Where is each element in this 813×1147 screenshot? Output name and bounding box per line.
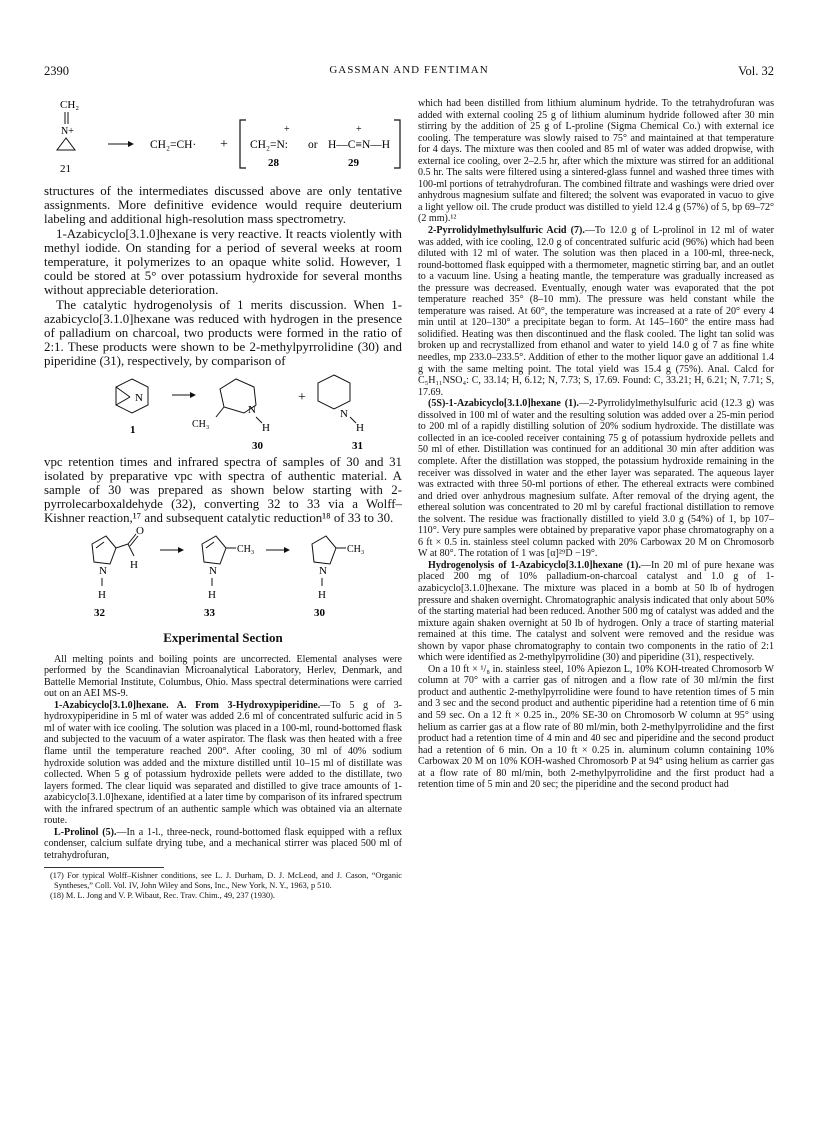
svg-text:N: N <box>248 403 256 416</box>
compound-30b-label: 30 <box>314 606 325 618</box>
para-intermediates: structures of the intermediates discussed above are only tentative assignments. More definitive evidence would require deuterium labeling and additional high-resolution mass spectrometry. <box>44 184 402 227</box>
svg-text:+: + <box>298 389 306 405</box>
para-reactivity: 1-Azabicyclo[3.1.0]hexane is very reactive. It reacts violently with methyl iodide. On standing for a period of several weeks at room temperature, it polymerizes to an opaque white solid. However, 1 could be stored at 5° over potassium hydroxide for several months without appreciable deterioration. <box>44 226 402 298</box>
compound-31-label: 31 <box>352 439 363 451</box>
svg-text:H: H <box>130 558 138 571</box>
compound-28-label: 28 <box>268 157 279 169</box>
experimental-heading: Experimental Section <box>163 629 283 645</box>
or-text: or <box>308 139 318 151</box>
piperidine-ring <box>318 375 350 409</box>
svg-text:H: H <box>356 421 364 434</box>
plus-sign: + <box>220 137 228 152</box>
svg-text:CH₃: CH₃ <box>347 543 365 555</box>
svg-text:O: O <box>136 525 144 537</box>
left-column <box>44 96 402 901</box>
svg-text:H: H <box>98 588 106 601</box>
svg-text:H: H <box>318 588 326 601</box>
prep-prolinol-start: L-Prolinol (5).—In a 1-l., three-neck, round-bottomed flask equipped with a reflux condenser, calcium sulfate drying tube, and a mechanical stirrer was placed 500 ml of tetrahydrofuran, <box>44 826 402 861</box>
right-bracket <box>394 120 400 168</box>
svg-text:N: N <box>340 407 348 420</box>
compound-33-label: 33 <box>204 606 215 618</box>
prep-hydrogenolysis: Hydrogenolysis of 1-Azabicyclo[3.1.0]hexane (1).—In 20 ml of pure hexane was placed 200 mg of 10% palladium-on-charcoal catalyst and 1.0 g of 1-azabicyclo[3.1.0]hexane. The mixture was placed in a bomb at 50 lb of hydrogen pressure and shaken overnight. Chromatographic analysis indicated that only about 50% of the starting material had been reduced. Another 500 mg of catalyst was added and the mixture again shaken overnight at 50 lb of hydrogen. Only a trace of starting material remained at this time. The catalyst and solvent were removed and the residue was shown by vapor phase chromatography to contain two components in the ratio of 2:1 which were identified as 2-methylpyrrolidine (30) and piperidine (31), respectively. <box>418 559 775 664</box>
bicyclic-ring-1 <box>116 379 148 413</box>
footnote-rule <box>44 867 164 868</box>
svg-text:N: N <box>319 564 327 577</box>
scheme-hydrogenolysis <box>44 369 402 451</box>
pyrrole-ring-33 <box>202 536 226 564</box>
para-vpc: vpc retention times and infrared spectra of samples of 30 and 31 isolated by preparative vpc with spectra of authentic material. A sample of 30 was prepared as shown below starting with 2-pyrrolecarboxaldehyde (32), converting 32 to 33 via a Wolff–Kishner reaction,¹⁷ and subsequent catalytic reduction¹⁸ of 33 to 30. <box>44 454 402 526</box>
prep-heading: (5S)-1-Azabicyclo[3.1.0]hexane (1). <box>428 398 579 410</box>
exp-intro: All melting points and boiling points are uncorrected. Elemental analyses were performed by the Scandinavian Microanalytical Laboratory, Herlev, Denmark, and Battelle Memorial Institute, Columbus, Ohio. Mass spectral determinations were carried out on an AEI MS-9. <box>44 653 402 700</box>
pyrrole-ring-32 <box>92 536 116 564</box>
scheme-pyrrole-route <box>44 526 402 618</box>
methyl-label: CH₃ <box>192 418 210 430</box>
compound-30-label: 30 <box>252 439 263 451</box>
footnote-17: (17) For typical Wolff–Kishner conditions, see L. J. Durham, D. J. McLeod, and J. Cason, “Organic Syntheses,” Coll. Vol. IV, John Wiley and Sons, Inc., New York, N. Y., 1963, p 510. <box>50 870 402 890</box>
nitrilium-fragment: H—C≡N—H <box>328 139 391 151</box>
footnote-18: (18) M. L. Jong and V. P. Wibaut, Rec. Trav. Chim., 49, 237 (1930). <box>50 890 275 900</box>
prep-heading: L-Prolinol (5). <box>54 826 117 838</box>
svg-text:N: N <box>99 564 107 577</box>
n-plus-label: N+ <box>61 126 74 137</box>
prep-5s-azabicyclohexane: (5S)-1-Azabicyclo[3.1.0]hexane (1).—2-Pyrrolidylmethylsulfuric acid (12.3 g) was dissolved in 100 ml of water and the resulting solution was added over a 25-min period to 200 ml of a rapidly distilling solution of 20% sodium hydroxide. The distillate was collected in an ice-cooled receiver containing 75 g of potassium hydroxide pellets and 50 ml of ether. Distillation was continued for an additional 30 min after addition was complete. After the distillation was stopped, the potassium hydroxide remaining in the receiver was dissolved in water and the ether layer was separated. The aqueous layer was extracted with three 50-ml portions of ether. The ethereal extracts were combined and dried over anhydrous magnesium sulfate. After removal of the drying agent, the ethereal solution was concentrated to 20 ml by careful fractional distillation to remove the solvent. The residue was fractionally distilled to yield 3.0 g (54%) of 1, bp 107–110°. Very pure samples were obtained by preparative vapor phase chromatography on a 6 ft × 0.5 in. stainless steel column packed with 20% Carbowax 20 M on Chromosorb W at 80°. The rotation of 1 was [α]²⁹D −19°. <box>418 398 774 560</box>
compound-32-label: 32 <box>94 606 105 618</box>
svg-text:N: N <box>209 564 217 577</box>
ch2-label: CH₂ <box>60 99 80 111</box>
svg-text:H: H <box>208 588 216 601</box>
para-hydrogenolysis: The catalytic hydrogenolysis of 1 merits discussion. When 1-azabicyclo[3.1.0]hexane was reduced with hydrogen in the presence of palladium on charcoal, two products were formed in the ratio of 2:1. These products were shown to be 2-methylpyrrolidine (30) and piperidine (31), respectively, by comparison of <box>44 297 402 369</box>
svg-text:+: + <box>356 124 362 135</box>
pyrrolidine-ring-30 <box>312 536 336 564</box>
prep-heading: 1-Azabicyclo[3.1.0]hexane. A. From 3-Hydroxypiperidine. <box>54 699 321 711</box>
right-column <box>418 98 774 791</box>
running-head: GASSMAN AND FENTIMAN <box>329 64 489 76</box>
compound-1-label: 1 <box>130 423 136 436</box>
svg-text:+: + <box>284 124 290 135</box>
prolinol-continued: which had been distilled from lithium aluminum hydride. To the tetrahydrofuran was added with external cooling 25 g of lithium aluminum hydride followed after 30 min stirring by the addition of 25 g of L-proline (Sigma Chemical Co.) with external ice cooling. The temperature was slowly raised to 75° and maintained at that temperature for 4 days. The mixture was then cooled and 85 ml of water was added dropwise, with external ice cooling, over 2–2.5 hr, after which the mixture was stirred for an additional 0.5 hr. The salts were filtered using a sintered-glass funnel and washed three times with 100-ml portions of tetrahydrofuran. The combined filtrate and washings were dried over anhydrous magnesium sulfate and filtered; the solvent was evaporated in vacuo to give a light yellow oil. The crude product was distilled to yield 12.4 g (57%) of 5, bp 69–72° (2 mm).¹² <box>418 98 774 225</box>
prep-heading: 2-Pyrrolidylmethylsulfuric Acid (7). <box>428 225 585 237</box>
vinyl-fragment: CH₂=CH· <box>150 139 197 151</box>
page-header <box>44 64 774 84</box>
prep-sulfuric-acid: 2-Pyrrolidylmethylsulfuric Acid (7).—To 12.0 g of L-prolinol in 12 ml of water was added, with ice cooling, 12.0 g of concentrated sulfuric acid (96%) which had been diluted with 12 ml of water. The solution was then placed in a 100-ml, three-neck, round-bottomed flask equipped with a thermometer, magnetic stirring bar, and an outlet to a vacuum line. Using a heating mantle, the temperature was gradually increased as the pressure was decreased. Eventually, enough water was evaporated that the pot temperature reached 35° (8–10 mm). The pressure was held constant while the temperature was raised. At 60°, the temperature was increased at a rate of 20° every 4 min until at 120–130° a precipitate began to form. At 145–160° the entire mass had solidified. Heating was then discontinued and the flask cooled. The light tan solid was broken up and recrystallized from ethanol and water to yield 14.0 g of 7 as fine white needles, mp 233.0–233.5°. Addition of ether to the mother liquor gave an additional 1.4 g with the same melting point. The total yield was 15.4 g (75%). Anal. Calcd for C₅H₁₁NSO₄: C, 33.14; H, 6.12; N, 7.73; S, 17.69. Found: C, 33.21; H, 6.21; N, 7.71; S, 17.69. <box>418 225 774 398</box>
iminium-fragment: CH₂=N: <box>250 139 288 151</box>
svg-text:CH₃: CH₃ <box>237 543 255 555</box>
svg-text:H: H <box>262 421 270 434</box>
compound-29-label: 29 <box>348 157 359 169</box>
vpc-conditions: On a 10 ft × ¹/₈ in. stainless steel, 10% Apiezon L, 10% KOH-treated Chromosorb W column at 70° with a carrier gas of nitrogen and a flow rate of 30 ml/min the first product and authentic 2-methylpyrrolidine were found to have retention times of 5 min and 3 sec and the second product and authentic piperidine had a retention time of 6 min and 59 sec. On a 12 ft × 0.25 in., 20% SE-30 on Chromosorb W column at 95° using helium as carrier gas at a flow rate of 80 ml/min, both 2-methylpyrrolidine and the first product had a retention time of 4 min and 40 sec and piperidine and the second product had a retention of 6 min. On a 10 ft × 0.25 in. aluminum column containing 10% Carbowax 20 M on 10% KOH-washed Chromosorb P at 94° using helium as carrier gas at a flow rate of 80 ml/min, both 2-methylpyrrolidine and the first product had a retention time of 5 min and 20 sec; the piperidine and the second product had <box>418 663 774 791</box>
volume-label: Vol. 32 <box>738 64 774 78</box>
svg-text:N: N <box>135 391 143 404</box>
left-bracket <box>240 120 246 168</box>
aziridine-ring <box>57 138 75 150</box>
scheme-21-fragmentation <box>44 96 402 184</box>
page-number: 2390 <box>44 64 69 78</box>
prep-heading: Hydrogenolysis of 1-Azabicyclo[3.1.0]hexane (1). <box>428 559 641 571</box>
prep-azabicyclohexane-a: 1-Azabicyclo[3.1.0]hexane. A. From 3-Hydroxypiperidine.—To 5 g of 3-hydroxypiperidine in 5 ml of water was added 2.6 ml of concentrated sulfuric acid in 5 ml of water with ice cooling. The solution was placed in a 100-ml, round-bottomed flask and subjected to the vacuum of a water aspirator. The flask was then heated with a free flame until the temperature reached 200°. After cooling, 30 ml of 40% sodium hydroxide solution was added and the mixture distilled until 10–15 ml of distillate was collected. When 5 g of potassium hydroxide pellets were added to the distillate, two layers formed. The clear liquid was separated and distilled to give trace amounts of 1-azabicyclo[3.1.0]hexane, identified at a later time by comparison of its infrared spectrum with the infrared spectrum of an authentic sample which was obtained via an alternate route. <box>44 699 402 827</box>
compound-21-label: 21 <box>60 163 71 175</box>
